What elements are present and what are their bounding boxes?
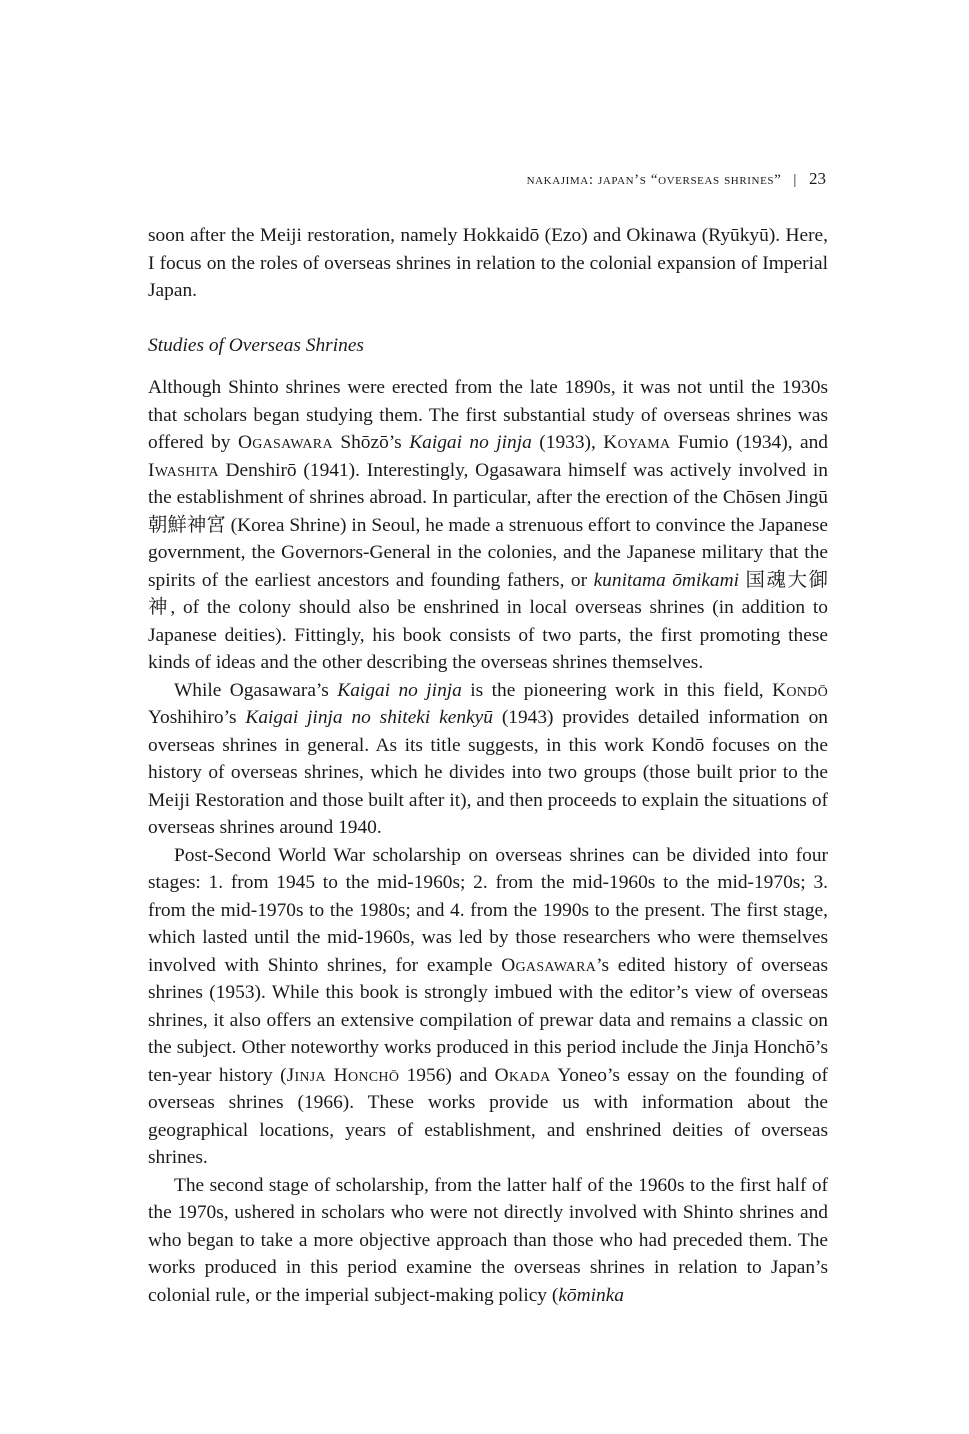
paragraph-kondo: While Ogasawara’s Kaigai no jinja is the pioneering work in this field, Kondō Yoshihiro’s Kaigai jinja no shiteki kenkyū (1943) provides detailed information on overseas shrines in general. As its title suggests, in this work Kondō focuses on the history of overseas shrines, which he divides into two groups (those built prior to the Meiji Restoration and those built after it), and then proceeds to explain the situations of overseas shrines around 1940.	[148, 679, 829, 838]
paragraph-early-studies: Although Shinto shrines were erected from the late 1890s, it was not until the 1930s that scholars began studying them. The first substantial study of overseas shrines was offered by Ogasawara Shōzō’s Kaigai no jinja (1933), Koyama Fumio (1934), and Iwashita Denshirō (1941). Interestingly, Ogasawara himself was actively involved in the establishment of shrines abroad. In particular, after the erection of the Chōsen Jingū 朝鮮神宮 (Korea Shrine) in Seoul, he made a strenuous effort to convince the Japanese government, the Governors-General in the colonies, and the Japanese military that the spirits of the earliest ancestors and founding fathers, or kunitama ōmikami 国魂大御神, of the colony should also be enshrined in local overseas shrines (in addition to Japanese deities). Fittingly, his book consists of two parts, the first promoting these kinds of ideas and the other describing the overseas shrines themselves.	[148, 377, 829, 673]
book-title: Kaigai no jinja	[337, 679, 462, 701]
running-title: nakajima: japan’s “overseas shrines”	[526, 172, 782, 188]
author-name: Ogasawara	[237, 432, 333, 453]
page-number: 23	[809, 169, 826, 188]
running-head	[148, 168, 826, 191]
author-name: Iwashita	[148, 459, 219, 481]
paragraph-postwar-stages: Post-Second World War scholarship on overseas shrines can be divided into four stages: 1. from 1945 to the mid-1960s; 2. from the mid-1960s to the mid-1970s; 3. from the mid-1970s to the 1980s; and 4. from the 1990s to the present. The first stage, which lasted until the mid-1960s, was led by those researchers who were themselves involved with Shinto shrines, for example Ogasawara’s edited history of overseas shrines (1953). While this book is strongly imbued with the editor’s view of overseas shrines, it also offers an extensive compilation of prewar data and remains a classic on the subject. Other noteworthy works produced in this period include the Jinja Honchō’s ten-year history (Jinja Honchō 1956) and Okada Yoneo’s essay on the founding of overseas shrines (1966). These works provide us with information about the geographical locations, years of establishment, and enshrined deities of overseas shrines.	[148, 844, 829, 1168]
author-name: Kondō	[772, 679, 829, 701]
book-title: Kaigai no jinja	[409, 432, 532, 453]
intro-paragraph: soon after the Meiji restoration, namely Hokkaidō (Ezo) and Okinawa (Ryūkyū). Here, I focus on the roles of overseas shrines in relation to the colonial expansion of Imperial Japan.	[148, 225, 828, 301]
header-separator: |	[793, 172, 797, 188]
author-name: Okada	[494, 1064, 551, 1086]
author-name: Ogasawara	[501, 954, 597, 976]
paragraph-second-stage: The second stage of scholarship, from the latter half of the 1960s to the first half of the 1970s, ushered in scholars who were not directly involved with Shinto shrines and who began to take a more objective approach than those who had preceded them. The works produced in this period examine the overseas shrines in relation to Japan’s colonial rule, or the imperial subject-making policy (kōminka	[148, 1174, 828, 1306]
term: kunitama ōmikami	[593, 569, 740, 591]
page-body	[148, 222, 828, 1309]
author-name: Koyama	[603, 432, 671, 453]
term: kōminka	[558, 1284, 625, 1306]
author-name: Jinja Honchō	[286, 1064, 400, 1086]
section-heading: Studies of Overseas Shrines	[148, 334, 364, 356]
book-title: Kaigai jinja no shiteki kenkyū	[245, 707, 493, 728]
